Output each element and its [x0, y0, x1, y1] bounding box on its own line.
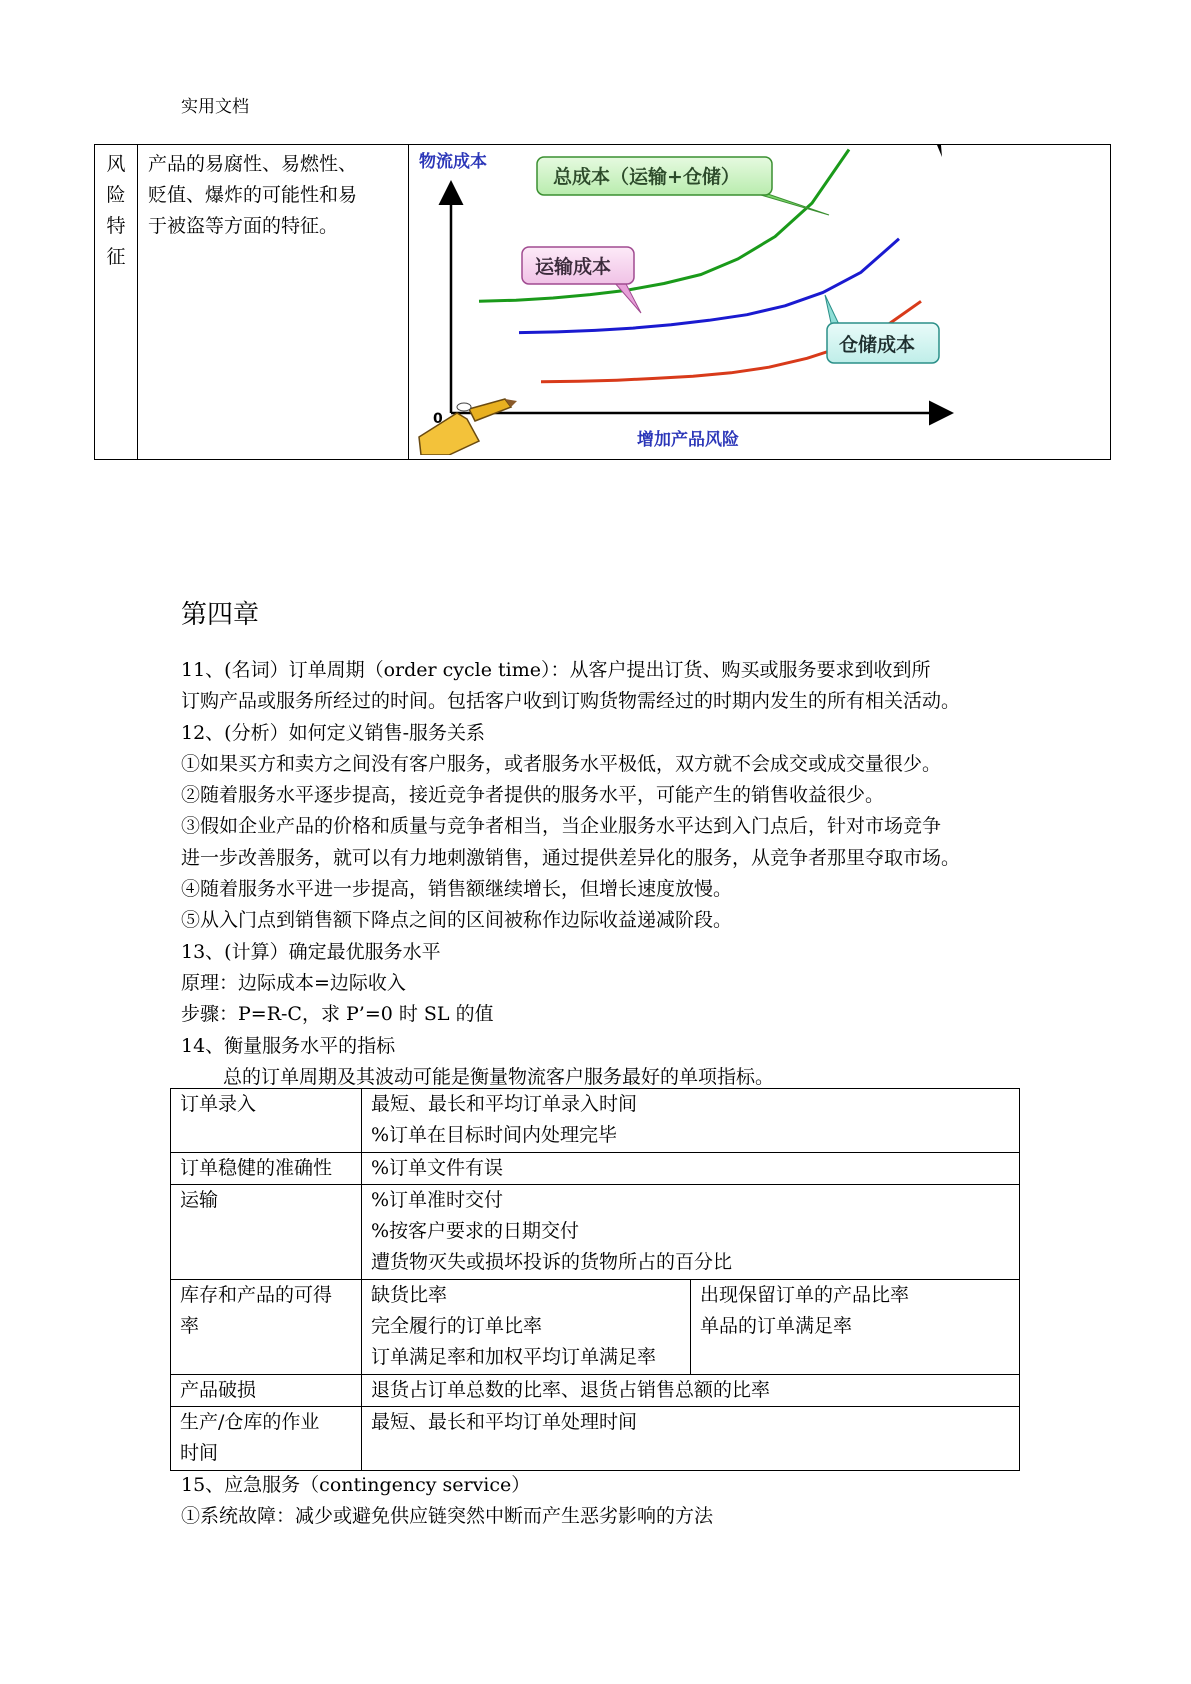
table-row — [171, 1279, 1020, 1374]
metric-items-cell — [691, 1279, 1020, 1374]
paragraph-line: ②随着服务水平逐步提高，接近竞争者提供的服务水平，可能产生的销售收益很少。 — [181, 784, 885, 807]
risk-chart-cell — [409, 145, 1111, 460]
table-row — [171, 1184, 1020, 1279]
metric-category-cell — [171, 1279, 362, 1374]
metric-item: 单品的订单满足率 — [700, 1315, 853, 1338]
after-table-text — [181, 1470, 713, 1533]
metric-item: %按客户要求的日期交付 — [371, 1220, 580, 1243]
metric-item: 最短、最长和平均订单处理时间 — [371, 1410, 638, 1433]
metric-category: 库存和产品的可得 — [180, 1283, 333, 1306]
metric-category-cell — [171, 1089, 362, 1153]
paragraph-line: 12、(分析）如何定义销售-服务关系 — [181, 721, 486, 744]
metric-items-cell — [362, 1374, 1020, 1406]
paragraph-line: 原理：边际成本=边际收入 — [181, 971, 406, 994]
chapter-title: 第四章 — [181, 600, 260, 630]
cost-risk-chart — [409, 145, 969, 455]
metric-item: 出现保留订单的产品比率 — [700, 1283, 910, 1306]
metric-category-cell — [171, 1152, 362, 1184]
risk-label-char: 风 — [106, 153, 126, 175]
metric-items-cell — [362, 1089, 1020, 1153]
risk-label-cell — [95, 145, 138, 460]
metric-category: 订单稳健的准确性 — [180, 1156, 333, 1179]
y-axis-label: 物流成本 — [419, 152, 487, 172]
pencil-clipart-icon — [419, 399, 517, 455]
metric-items-cell — [362, 1152, 1020, 1184]
metric-item: 最短、最长和平均订单录入时间 — [371, 1093, 638, 1115]
metric-item: %订单文件有误 — [371, 1156, 504, 1179]
page-header: 实用文档 — [181, 97, 249, 117]
metric-item: %订单准时交付 — [371, 1188, 504, 1211]
risk-label-char: 特 — [106, 215, 126, 237]
metric-category: 产品破损 — [180, 1378, 257, 1401]
x-axis-label: 增加产品风险 — [637, 430, 739, 450]
transport-callout-label: 运输成本 — [535, 256, 612, 278]
risk-description-line: 于被盗等方面的特征。 — [148, 215, 339, 237]
metric-items-cell — [362, 1406, 1020, 1470]
risk-description-line: 产品的易腐性、易燃性、 — [148, 153, 358, 175]
paragraph-line: ①系统故障：减少或避免供应链突然中断而产生恶劣影响的方法 — [181, 1505, 714, 1528]
paragraph-line: 步骤：P=R-C，求 P’=0 时 SL 的值 — [181, 1003, 494, 1026]
indented-paragraph: 总的订单周期及其波动可能是衡量物流客户服务最好的单项指标。 — [223, 1065, 775, 1088]
paragraph-line: 进一步改善服务，就可以有力地刺激销售，通过提供差异化的服务，从竞争者那里夺取市场。 — [181, 846, 961, 869]
chapter-body — [181, 655, 1061, 1093]
risk-description-cell — [138, 145, 409, 460]
table-row — [171, 1089, 1020, 1153]
table-row — [171, 1374, 1020, 1406]
corner-mark-icon — [937, 145, 942, 157]
paragraph-line: ③假如企业产品的价格和质量与竞争者相当，当企业服务水平达到入门点后，针对市场竞争 — [181, 815, 942, 838]
table-row — [171, 1152, 1020, 1184]
paragraph-line: 11、(名词）订单周期（order cycle time）：从客户提出订货、购买或服务要求到收到所 — [181, 659, 931, 681]
paragraph-line: ④随着服务水平进一步提高，销售额继续增长，但增长速度放慢。 — [181, 878, 733, 901]
total-callout-label: 总成本（运输+仓储） — [553, 166, 740, 188]
service-metrics-table — [170, 1088, 1020, 1471]
metric-category-cell — [171, 1406, 362, 1470]
risk-label-char: 征 — [106, 246, 126, 268]
metric-category: 率 — [180, 1315, 200, 1338]
paragraph-line: 15、应急服务（contingency service） — [181, 1474, 531, 1496]
metric-item: %订单在目标时间内处理完毕 — [371, 1124, 618, 1147]
risk-label-char: 险 — [106, 184, 126, 206]
metric-category: 生产/仓库的作业 — [180, 1410, 320, 1433]
metric-category: 订单录入 — [180, 1093, 257, 1115]
metric-item: 缺货比率 — [371, 1283, 448, 1306]
metric-items-cell — [362, 1279, 691, 1374]
paragraph-line: ⑤从入门点到销售额下降点之间的区间被称作边际收益递减阶段。 — [181, 909, 733, 932]
paragraph-line: ①如果买方和卖方之间没有客户服务，或者服务水平极低，双方就不会成交或成交量很少。 — [181, 752, 942, 775]
storage-callout-label: 仓储成本 — [839, 334, 916, 356]
metric-item: 遭货物灭失或损坏投诉的货物所占的百分比 — [371, 1251, 733, 1274]
table-row — [171, 1406, 1020, 1470]
metric-item: 订单满足率和加权平均订单满足率 — [371, 1346, 657, 1369]
paragraph-line: 订购产品或服务所经过的时间。包括客户收到订购货物需经过的时期内发生的所有相关活动。 — [181, 690, 961, 713]
transport-callout-pointer — [614, 282, 641, 313]
origin-label: 0 — [433, 411, 443, 427]
metric-category: 时间 — [180, 1442, 219, 1465]
metric-item: 退货占订单总数的比率、退货占销售总额的比率 — [371, 1378, 771, 1401]
paragraph-line: 14、衡量服务水平的指标 — [181, 1034, 396, 1057]
risk-feature-table — [94, 144, 1111, 460]
risk-description-line: 贬值、爆炸的可能性和易 — [148, 184, 358, 206]
metric-items-cell — [362, 1184, 1020, 1279]
metric-item: 完全履行的订单比率 — [371, 1315, 543, 1338]
paragraph-line: 13、(计算）确定最优服务水平 — [181, 940, 441, 963]
metric-category-cell — [171, 1184, 362, 1279]
metric-category-cell — [171, 1374, 362, 1406]
metric-category: 运输 — [180, 1188, 219, 1211]
